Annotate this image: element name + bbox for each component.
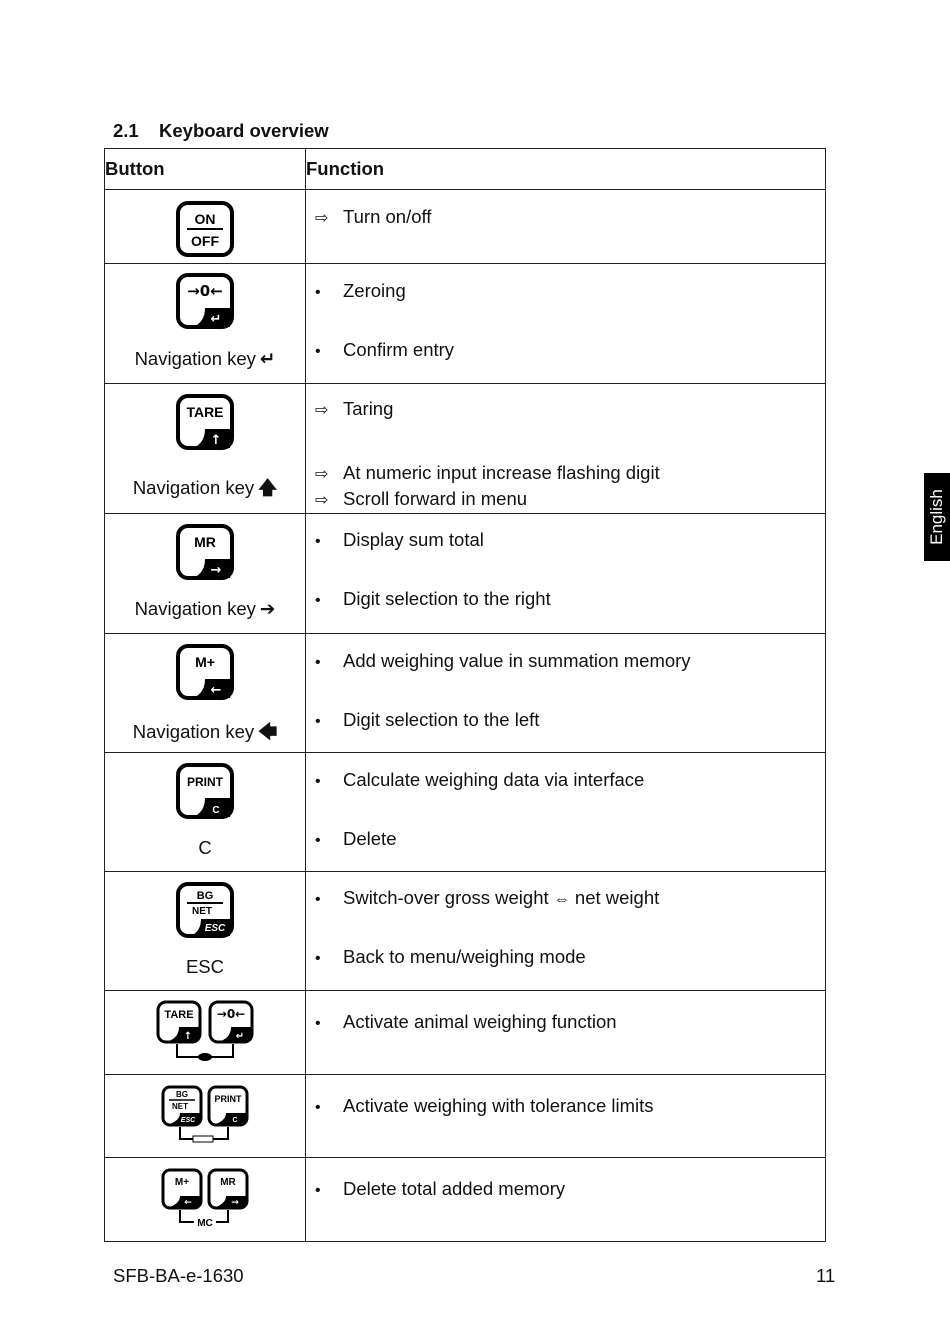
table-row: [105, 1158, 826, 1242]
function-cell: [306, 634, 826, 753]
function-cell: [306, 872, 826, 991]
svg-text:→: →: [231, 1198, 239, 1208]
function-item: ⇨ Turn on/off: [315, 206, 432, 227]
m-plus-key-icon: [175, 643, 235, 701]
svg-text:ON: ON: [194, 211, 216, 227]
function-item: • Calculate weighing data via interface: [315, 769, 645, 790]
print-key-icon: [175, 762, 235, 820]
table-header-row: [105, 149, 826, 190]
svg-text:PRINT: PRINT: [214, 1094, 242, 1104]
language-tab-label: English: [927, 489, 946, 545]
svg-text:TARE: TARE: [164, 1009, 194, 1021]
svg-text:→0←: →0←: [187, 282, 223, 300]
function-item: • Digit selection to the right: [315, 588, 551, 609]
svg-text:ESC: ESC: [204, 923, 226, 934]
section-number: 2.1: [113, 120, 139, 141]
function-cell: [306, 384, 826, 514]
button-cell: [105, 991, 306, 1075]
double-arrow-icon: ⇔: [553, 891, 570, 908]
mplus-mr-combo-icon: [160, 1167, 250, 1233]
tare-zero-combo-icon: [155, 999, 255, 1069]
mr-key-icon: [175, 523, 235, 581]
table-row: [105, 991, 826, 1075]
svg-text:ESC: ESC: [180, 1117, 196, 1124]
function-cell: [306, 264, 826, 384]
on-off-key-icon: [175, 200, 235, 258]
function-item: ⇨ At numeric input increase flashing digit: [315, 462, 660, 483]
table-row: [105, 514, 826, 634]
function-item: ⇨ Taring: [315, 398, 394, 419]
svg-text:NET: NET: [192, 906, 212, 917]
button-label: Navigation key 🡄: [132, 721, 278, 742]
svg-text:M+: M+: [195, 654, 215, 670]
button-cell: [105, 384, 306, 514]
function-item: • Add weighing value in summation memory: [315, 650, 691, 671]
section-title: [113, 120, 329, 142]
button-cell: [105, 634, 306, 753]
section-title-text: Keyboard overview: [159, 120, 329, 141]
svg-text:NET: NET: [172, 1102, 188, 1111]
svg-text:↵: ↵: [210, 312, 222, 327]
button-cell: [105, 872, 306, 991]
button-cell: [105, 1075, 306, 1158]
svg-text:PRINT: PRINT: [187, 775, 223, 789]
svg-text:BG: BG: [196, 890, 214, 902]
function-item: • Back to menu/weighing mode: [315, 946, 586, 967]
table-row: [105, 753, 826, 872]
svg-text:C: C: [212, 805, 220, 816]
function-cell: [306, 1158, 826, 1242]
svg-text:→: →: [210, 563, 222, 578]
function-cell: [306, 991, 826, 1075]
button-cell: [105, 190, 306, 264]
svg-text:←: ←: [184, 1198, 192, 1208]
button-cell: [105, 1158, 306, 1242]
svg-text:MR: MR: [220, 1177, 236, 1188]
table-row: [105, 1075, 826, 1158]
function-item: • Delete: [315, 828, 397, 849]
svg-text:MC: MC: [197, 1218, 213, 1229]
button-label: Navigation key 🡅: [132, 477, 278, 498]
bgnet-print-combo-icon: [160, 1084, 250, 1150]
left-arrow-icon: 🡄: [258, 721, 278, 742]
right-arrow-icon: ➔: [259, 598, 276, 619]
svg-text:C: C: [232, 1117, 238, 1124]
table-row: [105, 384, 826, 514]
function-cell: [306, 514, 826, 634]
tare-key-icon: [175, 393, 235, 451]
language-tab: [924, 473, 950, 561]
svg-text:TARE: TARE: [186, 404, 224, 420]
svg-text:→0←: →0←: [216, 1007, 246, 1021]
table-row: [105, 264, 826, 384]
svg-text:MR: MR: [194, 534, 216, 550]
button-cell: [105, 514, 306, 634]
button-cell: [105, 264, 306, 384]
svg-text:M+: M+: [174, 1177, 190, 1188]
function-cell: [306, 1075, 826, 1158]
function-item: • Confirm entry: [315, 339, 455, 360]
keyboard-table: [104, 148, 826, 1242]
table-row: [105, 634, 826, 753]
header-function: Function: [306, 149, 826, 190]
footer-doc-id: SFB-BA-e-1630: [113, 1265, 244, 1286]
svg-text:↵: ↵: [235, 1031, 245, 1042]
function-item: • Delete total added memory: [315, 1178, 566, 1199]
footer-page-number: 11: [816, 1265, 836, 1286]
button-label: Navigation key ↵: [134, 348, 276, 369]
enter-arrow-icon: ↵: [259, 348, 276, 369]
table-row: [105, 872, 826, 991]
function-item: • Activate weighing with tolerance limits: [315, 1095, 654, 1116]
button-label: Navigation key ➔: [134, 598, 276, 619]
zero-key-icon: [175, 272, 235, 330]
function-item: ⇨ Scroll forward in menu: [315, 488, 528, 509]
svg-text:↑: ↑: [210, 433, 222, 448]
button-label: ESC: [185, 956, 225, 977]
svg-text:BG: BG: [176, 1090, 188, 1099]
function-item: • Display sum total: [315, 529, 484, 550]
function-item: • Switch-over gross weight ⇔ net weight: [315, 887, 660, 908]
svg-text:OFF: OFF: [191, 233, 219, 249]
svg-text:←: ←: [210, 683, 222, 698]
button-label: C: [198, 837, 212, 858]
function-cell: [306, 190, 826, 264]
function-cell: [306, 753, 826, 872]
table-row: [105, 190, 826, 264]
header-button: Button: [105, 149, 306, 190]
button-cell: [105, 753, 306, 872]
function-item: • Activate animal weighing function: [315, 1011, 617, 1032]
bg-net-esc-key-icon: [175, 881, 235, 939]
svg-text:↑: ↑: [183, 1031, 193, 1042]
function-item: • Zeroing: [315, 280, 406, 301]
up-arrow-icon: 🡅: [258, 477, 278, 498]
function-item: • Digit selection to the left: [315, 709, 540, 730]
